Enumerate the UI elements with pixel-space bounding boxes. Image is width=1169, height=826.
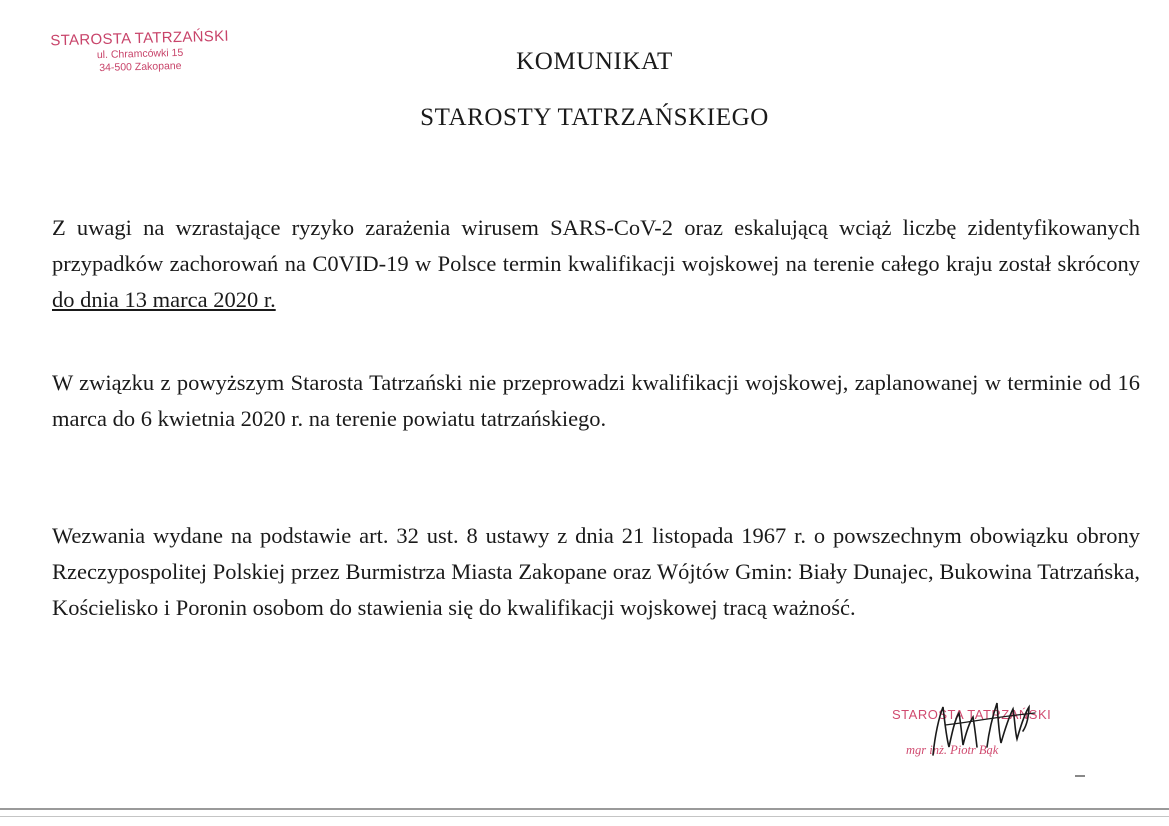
page-edge-line-2 <box>0 816 1169 817</box>
paragraph-1-text: Z uwagi na wzrastające ryzyko zarażenia wirusem SARS-CoV-2 oraz eskalującą wciąż liczbę zidentyfikowanych przypadków zachorowań na C0VID-19 w Polsce termin kwalifikacji wojskowej na terenie całego kraju został skrócony <box>52 215 1140 276</box>
document-title: KOMUNIKAT <box>516 48 673 75</box>
paragraph-1 <box>52 210 1140 318</box>
deadline-date: do dnia 13 marca 2020 r. <box>52 287 276 312</box>
stamp-city: 34-500 Zakopane <box>99 59 182 75</box>
paragraph-2: W związku z powyższym Starosta Tatrzański nie przeprowadzi kwalifikacji wojskowej, zaplanowanej w terminie od 16 marca do 6 kwietnia 2020 r. na terenie powiatu tatrzańskiego. <box>52 370 1140 431</box>
signatory-name: mgr inż. Piotr Bąk <box>906 743 999 757</box>
stamp-title: STAROSTA TATRZAŃSKI <box>50 27 230 50</box>
stamp-street: ul. Chramcówki 15 <box>96 46 184 62</box>
signature-block <box>880 695 1080 775</box>
paragraph-3: Wezwania wydane na podstawie art. 32 ust. 8 ustawy z dnia 21 listopada 1967 r. o powszechnym obowiązku obrony Rzeczypospolitej Polskiej przez Burmistrza Miasta Zakopane oraz Wójtów Gmin: Biały Dunajec, Bukowina Tatrzańska, Kościelisko i Poronin osobom do stawienia się do kwalifikacji wojskowej tracą ważność. <box>52 523 1140 620</box>
page-edge-line <box>0 808 1169 810</box>
signature-stamp: STAROSTA TATRZAŃSKI <box>892 707 1052 722</box>
handwritten-signature-icon <box>925 695 1055 765</box>
scan-mark <box>1075 775 1085 777</box>
document-subtitle: STAROSTY TATRZAŃSKIEGO <box>420 104 769 131</box>
